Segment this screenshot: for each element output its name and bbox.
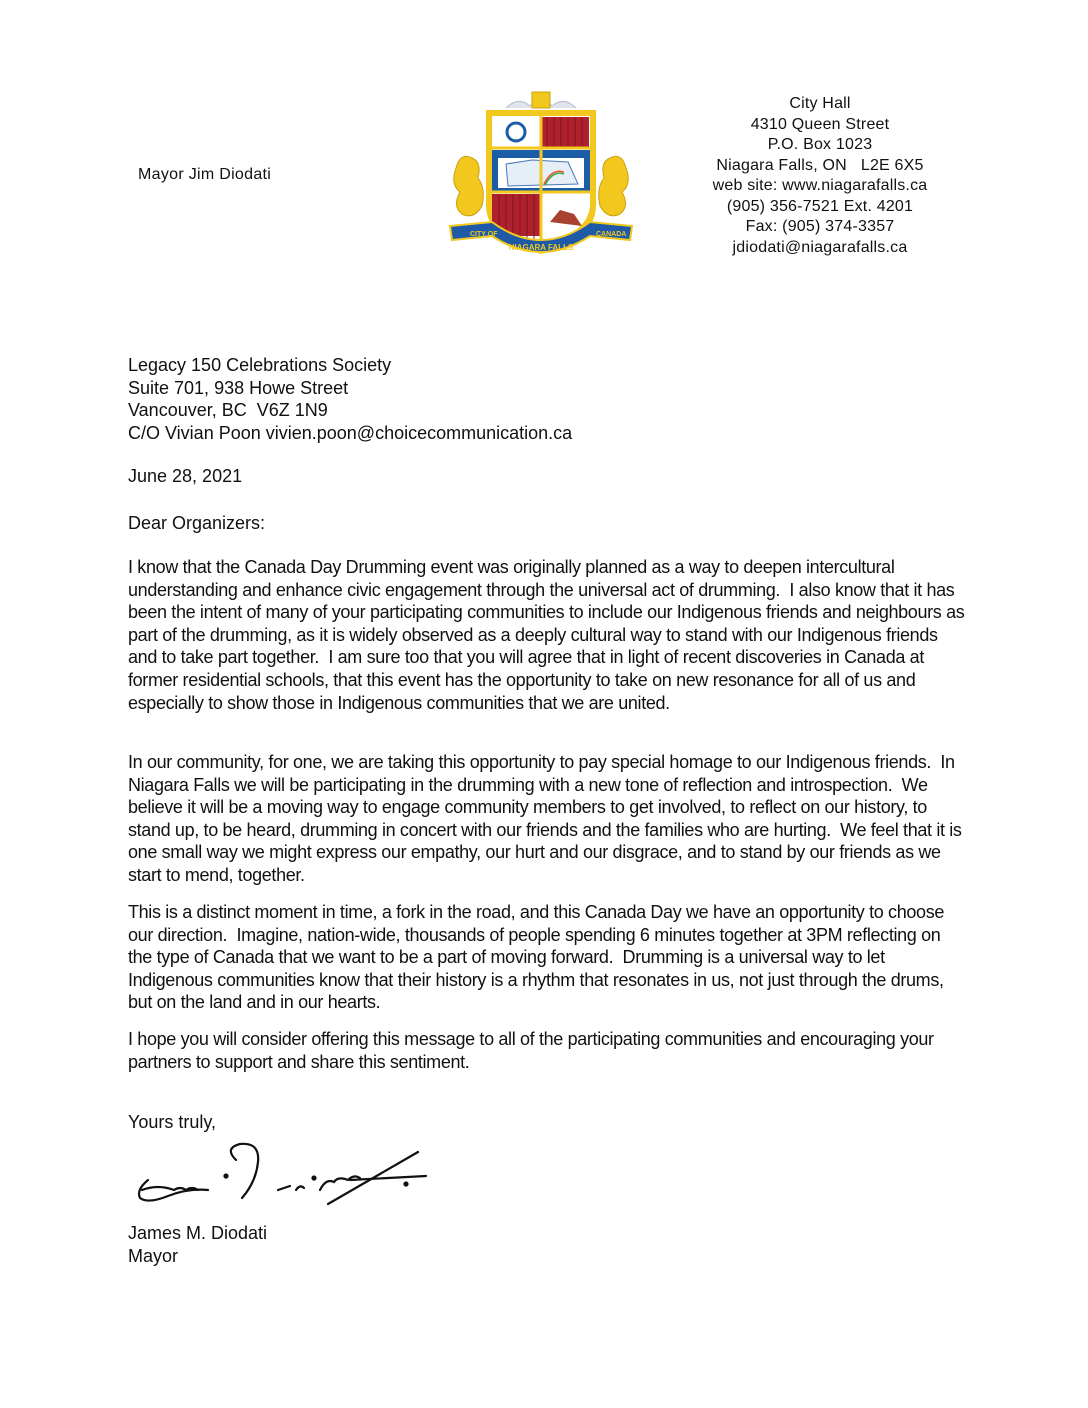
contact-city: Niagara Falls, ON L2E 6X5 (716, 156, 924, 174)
contact-po-box: P.O. Box 1023 (767, 136, 873, 153)
recipient-city: Vancouver, BC V6Z 1N9 (128, 400, 328, 420)
signer-title: Mayor (128, 1246, 179, 1266)
signature-icon (128, 1138, 428, 1218)
contact-phone: (905) 356-7521 Ext. 4201 (726, 197, 914, 215)
recipient-street: Suite 701, 938 Howe Street (128, 377, 349, 398)
contact-email: jdiodati@niagarafalls.ca (732, 238, 908, 256)
svg-text:CANADA: CANADA (596, 231, 627, 238)
recipient-address (128, 354, 572, 444)
coat-of-arms-icon (448, 88, 634, 260)
recipient-attention: C/O Vivian Poon vivien.poon@choicecommunication.ca (128, 422, 573, 443)
recipient-org: Legacy 150 Celebrations Society (128, 355, 392, 375)
contact-street: 4310 Queen Street (750, 115, 890, 133)
contact-building: City Hall (789, 95, 851, 112)
contact-website: web site: www.niagarafalls.ca (712, 177, 928, 194)
body-paragraph-2: In our community, for one, we are taking this opportunity to pay special homage to our Indigenous friends. In Niagara Falls we will be participating in the drumming with a new tone of reflection and introspection. We believe it will be a moving way to engage community members to get involved, to reflect on our history, to stand up, to be heard, drumming in concert with our friends and the families who are hurting. We feel that it is one small way we might express our empathy, our hurt and our disgrace, and to stand by our friends as we start to mend, together. (128, 752, 967, 885)
mayor-name-header: Mayor Jim Diodati (138, 166, 272, 183)
body-paragraph-4: I hope you will consider offering this message to all of the participating communities and encouraging your partners to support and share this sentiment. (128, 1029, 939, 1072)
signer-block (128, 1222, 267, 1268)
closing: Yours truly, (128, 1112, 217, 1132)
signer-name: James M. Diodati (128, 1223, 268, 1243)
svg-text:CITY OF: CITY OF (470, 231, 498, 238)
contact-fax: Fax: (905) 374-3357 (745, 218, 895, 235)
body-paragraph-1: I know that the Canada Day Drumming event was originally planned as a way to deepen intercultural understanding and enhance civic engagement through the universal act of drumming. I also know that it has been the intent of many of your participating communities to include our Indigenous friends and neighbours as part of the drumming, as it is widely observed as a deeply cultural way to stand with our Indigenous friends and to take part together. I am sure too that you will agree that in light of recent discoveries in Canada at former residential schools, that this event has the opportunity to take on new resonance for all of us and especially to show those in Indigenous communities that we are united. (128, 557, 970, 713)
svg-text:NIAGARA FALLS: NIAGARA FALLS (508, 243, 574, 252)
letter-date: June 28, 2021 (128, 466, 243, 486)
body-paragraph-3: This is a distinct moment in time, a fork in the road, and this Canada Day we have an opportunity to choose our direction. Imagine, nation-wide, thousands of people spending 6 minutes together at 3PM reflecting on the type of Canada that we want to be a part of moving forward. Drumming is a universal way to let Indigenous communities know that their history is a rhythm that resonates in us, not just through the drums, but on the land and in our hearts. (128, 902, 949, 1013)
city-hall-contact-block (680, 94, 960, 258)
salutation: Dear Organizers: (128, 513, 266, 533)
